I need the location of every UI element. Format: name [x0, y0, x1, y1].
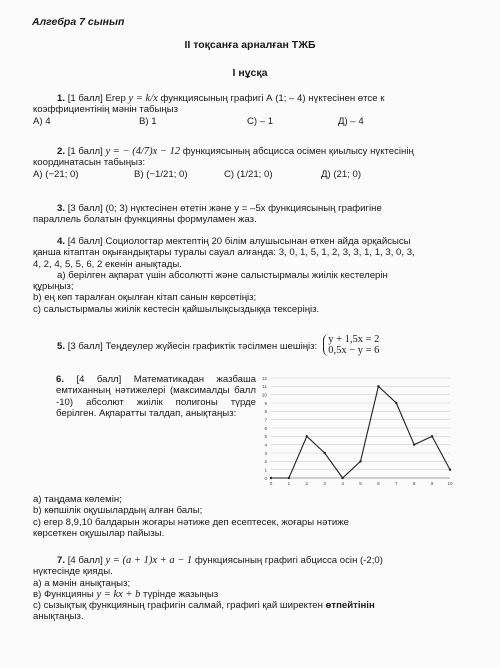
y-tick-label: 9 [264, 400, 267, 406]
y-tick-label: 3 [264, 450, 267, 456]
x-tick-label: 8 [412, 481, 416, 486]
x-tick-label: 9 [430, 481, 434, 486]
subtask-text: с) сызықтық функцияның графигін салмай, графигі қай ширектен [33, 600, 323, 612]
x-tick-label: 7 [395, 481, 398, 486]
series-line [271, 386, 450, 478]
subject-header: Алгебра 7 сынып [32, 16, 125, 28]
question-text: функциясының абсцисса осімен қиылысу нүктесінің [182, 146, 414, 157]
data-point [288, 477, 290, 479]
subtask-b [33, 589, 469, 600]
answer-options [33, 116, 469, 127]
x-tick-label: 10 [447, 481, 453, 486]
option-a: А) 4 [33, 115, 51, 127]
question-text: [1 балл] Егер [67, 93, 126, 104]
frequency-polygon-chart [258, 374, 458, 494]
formula: y = (a + 1)x + a − 1 [105, 555, 193, 566]
data-point [413, 443, 415, 445]
question-number: 2. [57, 146, 66, 157]
option-b: В) (−1/21; 0) [134, 168, 188, 180]
x-tick-label: 2 [305, 481, 309, 486]
question-number: 6. [56, 374, 65, 385]
y-tick-label: 12 [261, 375, 267, 381]
option-b: В) 1 [139, 115, 157, 127]
question-6-subtasks [33, 494, 469, 539]
y-tick-label: 10 [261, 392, 267, 398]
y-tick-label: 1 [264, 467, 267, 473]
variant-label: І нұсқа [232, 67, 268, 79]
question-text: қанша кітаптан оқығандықтары туралы сауал алғанда: 3, 0, 1, 5, 1, 2, 3, 3, 1, 1, 3, 0, 3, [33, 247, 415, 259]
formula: y = kx + b [96, 588, 141, 600]
data-point [324, 452, 326, 454]
data-point [395, 402, 397, 404]
data-point [377, 385, 379, 387]
y-tick-label: 5 [264, 434, 267, 440]
question-7 [33, 555, 469, 623]
question-text: [4 балл] Математикадан жазбаша емтиханның нәтижелері (максималды балл -10) абсолют жиілік полигоны түрде берілген. Ақпаратты талдап, анықтаңыз: [56, 374, 257, 419]
question-4 [33, 236, 469, 315]
data-point [341, 477, 343, 479]
subtask-a: а) таңдама көлемін; [33, 494, 122, 505]
subtask-c [33, 600, 469, 611]
y-tick-label: 0 [264, 475, 267, 481]
question-2 [33, 146, 469, 180]
subtask-a: а) берілген ақпарат үшін абсолютті және салыстырмалы жиілік кестелерін [57, 269, 388, 281]
subtask-c-cont: көрсеткен оқушылар пайызы. [33, 527, 165, 539]
question-text: 4, 2, 4, 5, 5, 6, 2 екенін анықтады. [33, 258, 182, 270]
y-tick-label: 7 [264, 417, 267, 423]
option-a: А) (−21; 0) [33, 168, 79, 180]
subtask-c-cont: анықтаңыз. [33, 611, 84, 623]
question-text: координатасын табыңыз: [33, 157, 146, 169]
question-number: 1. [57, 93, 66, 104]
x-tick-label: 4 [341, 481, 344, 486]
data-point [431, 435, 433, 437]
question-text: функциясының графигі абцисса осін (-2;0) [194, 555, 383, 566]
subtask-text: в) Функцияны [33, 588, 94, 600]
emphasis-text: өтпейтінін [325, 600, 375, 612]
y-tick-label: 8 [264, 409, 267, 415]
subtask-text: түрінде жазыңыз [143, 588, 219, 600]
data-point [359, 460, 361, 462]
question-text: [1 балл] [67, 146, 103, 157]
question-number: 7. [57, 555, 66, 566]
subtask-c: с) салыстырмалы жиілік кестесін қайшылықсыздыққа тексеріңіз. [33, 303, 320, 315]
question-text: параллель болатын функцияны формуламен жаз. [33, 214, 257, 226]
option-d: Д) – 4 [338, 115, 364, 127]
subtask-b: b) көпшілік оқушылардың алған балы; [33, 505, 203, 517]
option-d: Д) (21; 0) [321, 168, 362, 180]
data-point [449, 468, 451, 470]
x-tick-label: 5 [359, 481, 362, 486]
option-c: С) (1/21; 0) [224, 168, 273, 180]
data-point [270, 477, 272, 479]
question-text: коэффициентінің мәнін табыңыз [33, 104, 179, 116]
formula: y = k/x [128, 93, 158, 104]
question-text: [3 балл] Теңдеулер жүйесін графиктік тәсілмен шешіңіз: [67, 341, 318, 353]
subtask-c: с) егер 8,9,10 балдарын жоғары нәтиже деп есептесек, жоғары нәтиже [33, 516, 349, 528]
x-tick-label: 3 [323, 481, 326, 486]
question-text: [3 балл] (0; 3) нүктесінен өтетін және у = –5х функциясының графигіне [67, 203, 382, 214]
question-text: функциясының графигі А (1; – 4) нүктесінен өтсе к [160, 93, 385, 104]
question-number: 5. [57, 341, 66, 353]
question-number: 4. [57, 236, 66, 247]
y-tick-label: 6 [264, 425, 267, 431]
equation-1: y + 1,5x = 2 [328, 334, 380, 345]
answer-options [33, 169, 469, 180]
question-6 [56, 374, 256, 419]
subtask-b: b) ең көп таралған оқылған кітап санын көрсетіңіз; [33, 292, 257, 304]
subtask-a-cont: құрыңыз; [33, 281, 74, 293]
y-tick-label: 11 [262, 384, 267, 390]
equation-2: 0,5x − y = 6 [328, 345, 380, 356]
document-title: ІІ тоқсанға арналған ТЖБ [184, 39, 316, 51]
option-c: С) – 1 [247, 115, 274, 127]
y-tick-label: 2 [264, 459, 267, 465]
question-text: [4 балл] Социологтар мектептің 20 білім алушысынан өткен айда әрқайсысы [67, 236, 411, 247]
x-tick-label: 0 [269, 481, 273, 486]
question-text: нүктесінде қияды. [33, 566, 113, 578]
subtask-a: а) а мәнін анықтаңыз; [33, 577, 131, 589]
x-tick-label: 6 [377, 481, 380, 486]
data-point [306, 435, 308, 437]
question-number: 3. [57, 203, 66, 214]
question-5 [33, 334, 469, 356]
y-tick-label: 4 [264, 442, 267, 448]
question-3 [33, 203, 469, 226]
question-1 [33, 93, 469, 127]
equation-system [323, 334, 379, 356]
x-tick-label: 1 [287, 481, 291, 486]
formula: y = − (4/7)x − 12 [105, 146, 181, 157]
question-text: [4 балл] [67, 555, 103, 566]
